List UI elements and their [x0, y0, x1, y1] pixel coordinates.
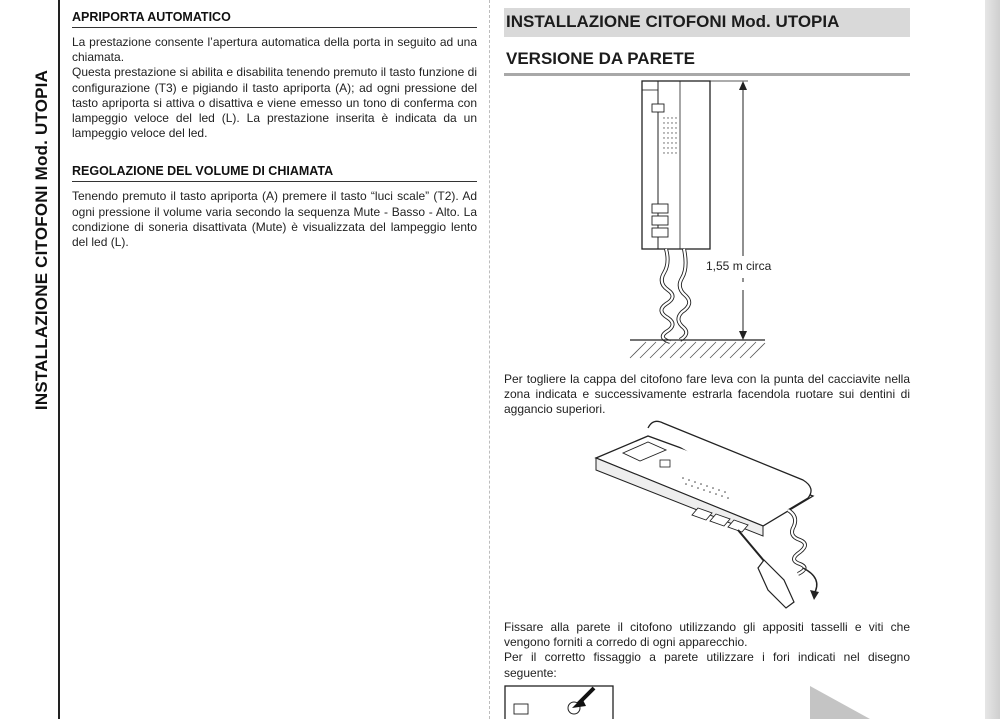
- paragraph-remove-cover: Per togliere la cappa del citofono fare leva con la punta del cacciavite nella zona indicata e successivamente estrarla facendola ruotare sui dentini di aggancio superiori.: [504, 372, 910, 417]
- cover-removal-figure: [588, 418, 838, 613]
- section-title-apriporta: APRIPORTA AUTOMATICO: [72, 10, 477, 28]
- next-page-arrow-icon: [810, 686, 880, 719]
- paragraph-wall-fixing: Fissare alla parete il citofono utilizzando gli appositi tasselli e viti che vengono forniti a corredo di ogni apparecchio. Per il corretto fissaggio a parete utilizzare i fori indicati nel disegno seguente:: [504, 620, 910, 680]
- paragraph-apriporta: La prestazione consente l’apertura automatica della porta in seguito ad una chiamata. Questa prestazione si abilita e disabilita tenendo premuto il tasto funzione di configurazione (T3) e pigiando il tasto apriporta (A); ad ogni pressione del tasto apriporta si attiva o disattiva e viene emesso un tono di conferma con lampeggio veloce del led (L). La prestazione inserita è indicata da un lampeggio veloce del led.: [72, 35, 477, 141]
- heading-versione-parete: VERSIONE DA PARETE: [504, 49, 910, 76]
- column-divider: [489, 0, 490, 719]
- page-edge: [985, 0, 1000, 719]
- side-title: INSTALLAZIONE CITOFONI Mod. UTOPIA: [32, 69, 51, 411]
- left-column: [72, 10, 477, 250]
- height-label: 1,55 m circa: [706, 259, 772, 273]
- heading-installazione: INSTALLAZIONE CITOFONI Mod. UTOPIA: [504, 8, 910, 37]
- wall-mount-height-figure: [600, 78, 790, 363]
- right-column: [504, 8, 910, 76]
- paragraph-volume: Tenendo premuto il tasto apriporta (A) premere il tasto “luci scale” (T2). Ad ogni pressione il volume varia secondo la sequenza Mute - Basso - Alto. La condizione di soneria disattivata (Mute) è visualizzata del lampeggio lento del led (L).: [72, 189, 477, 250]
- side-rule: [58, 0, 60, 719]
- mounting-holes-figure: [504, 684, 616, 719]
- section-title-volume: REGOLAZIONE DEL VOLUME DI CHIAMATA: [72, 164, 477, 182]
